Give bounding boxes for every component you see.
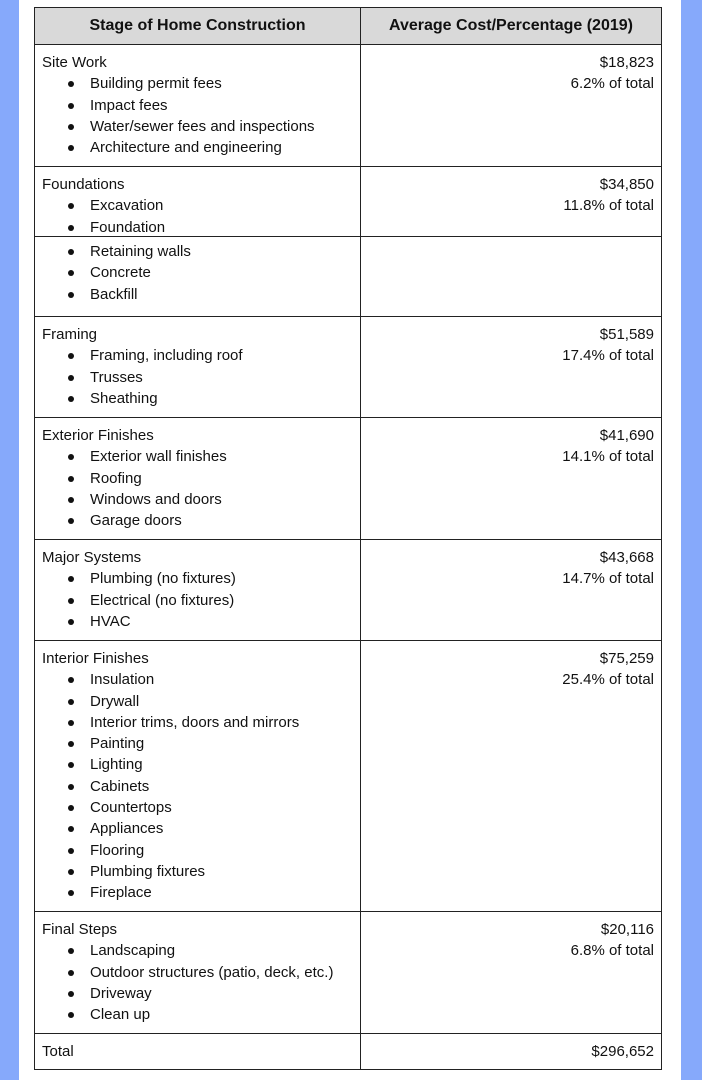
- list-item: Outdoor structures (patio, deck, etc.): [42, 962, 353, 983]
- stage-cost: $18,823: [599, 54, 654, 71]
- stage-percent: 25.4% of total: [562, 671, 654, 689]
- total-value: $296,652: [361, 1034, 662, 1069]
- list-item: HVAC: [42, 611, 353, 632]
- list-item: Cabinets: [42, 776, 353, 797]
- list-item: Painting: [42, 733, 353, 754]
- table-row-interior-finishes: [35, 641, 662, 912]
- stage-percent: 14.7% of total: [562, 570, 654, 588]
- list-item: Impact fees: [42, 95, 353, 116]
- list-item: Backfill: [42, 284, 353, 305]
- table-row-total: [35, 1034, 662, 1070]
- table-row-major-systems: [35, 540, 662, 641]
- stage-cost: $75,259: [599, 650, 654, 667]
- stage-item-list: [42, 669, 353, 903]
- list-item: Exterior wall finishes: [42, 446, 353, 467]
- list-item: Framing, including roof: [42, 345, 353, 366]
- stage-title: Site Work: [42, 54, 107, 71]
- total-label: Total: [35, 1034, 361, 1069]
- list-item: Driveway: [42, 983, 353, 1004]
- list-item: Water/sewer fees and inspections: [42, 116, 353, 137]
- stage-title: Framing: [42, 326, 98, 343]
- list-item: Drywall: [42, 691, 353, 712]
- stage-title: Final Steps: [42, 921, 118, 938]
- document-page: [19, 0, 681, 1080]
- list-item: Flooring: [42, 840, 353, 861]
- list-item: Landscaping: [42, 940, 353, 961]
- stage-item-list: [42, 940, 353, 1025]
- list-item: Architecture and engineering: [42, 137, 353, 158]
- table-row-exterior-finishes: [35, 418, 662, 540]
- stage-cost: $34,850: [599, 176, 654, 193]
- list-item: Trusses: [42, 367, 353, 388]
- stage-cost: $41,690: [599, 427, 654, 444]
- list-item: Plumbing (no fixtures): [42, 568, 353, 589]
- list-item: Retaining walls: [42, 241, 353, 262]
- table-row-site-work: [35, 45, 662, 167]
- list-item: Plumbing fixtures: [42, 861, 353, 882]
- stage-percent: 6.8% of total: [570, 942, 654, 960]
- stage-item-list: [42, 568, 353, 632]
- list-item: Countertops: [42, 797, 353, 818]
- list-item: Electrical (no fixtures): [42, 590, 353, 611]
- list-item: Clean up: [42, 1004, 353, 1025]
- list-item: Insulation: [42, 669, 353, 690]
- header-stage: Stage of Home Construction: [35, 8, 361, 44]
- header-cost: Average Cost/Percentage (2019): [361, 8, 662, 44]
- stage-item-list: [42, 345, 353, 409]
- list-item: Foundation: [42, 217, 353, 238]
- stage-item-list: [42, 446, 353, 531]
- construction-cost-table: [34, 7, 662, 1070]
- stage-percent: 6.2% of total: [570, 75, 654, 93]
- table-row-foundations-continued: [35, 237, 662, 317]
- list-item: Windows and doors: [42, 489, 353, 510]
- stage-percent: 14.1% of total: [562, 448, 654, 466]
- list-item: Fireplace: [42, 882, 353, 903]
- table-row-final-steps: [35, 912, 662, 1034]
- list-item: Interior trims, doors and mirrors: [42, 712, 353, 733]
- list-item: Concrete: [42, 262, 353, 283]
- stage-title: Major Systems: [42, 549, 142, 566]
- list-item: Sheathing: [42, 388, 353, 409]
- stage-item-list: [42, 195, 353, 238]
- list-item: Excavation: [42, 195, 353, 216]
- stage-item-list: [42, 73, 353, 158]
- stage-percent: 11.8% of total: [563, 197, 654, 215]
- list-item: Roofing: [42, 468, 353, 489]
- stage-cost: $20,116: [600, 921, 654, 938]
- stage-title: Interior Finishes: [42, 650, 149, 667]
- table-row-framing: [35, 317, 662, 418]
- stage-cost: $43,668: [599, 549, 654, 566]
- stage-item-list: [42, 241, 353, 305]
- stage-title: Exterior Finishes: [42, 427, 154, 444]
- stage-title: Foundations: [42, 176, 125, 193]
- list-item: Building permit fees: [42, 73, 353, 94]
- list-item: Lighting: [42, 754, 353, 775]
- stage-cost: $51,589: [599, 326, 654, 343]
- list-item: Garage doors: [42, 510, 353, 531]
- list-item: Appliances: [42, 818, 353, 839]
- stage-percent: 17.4% of total: [562, 347, 654, 365]
- table-row-foundations: [35, 167, 662, 237]
- table-header-row: [35, 8, 662, 45]
